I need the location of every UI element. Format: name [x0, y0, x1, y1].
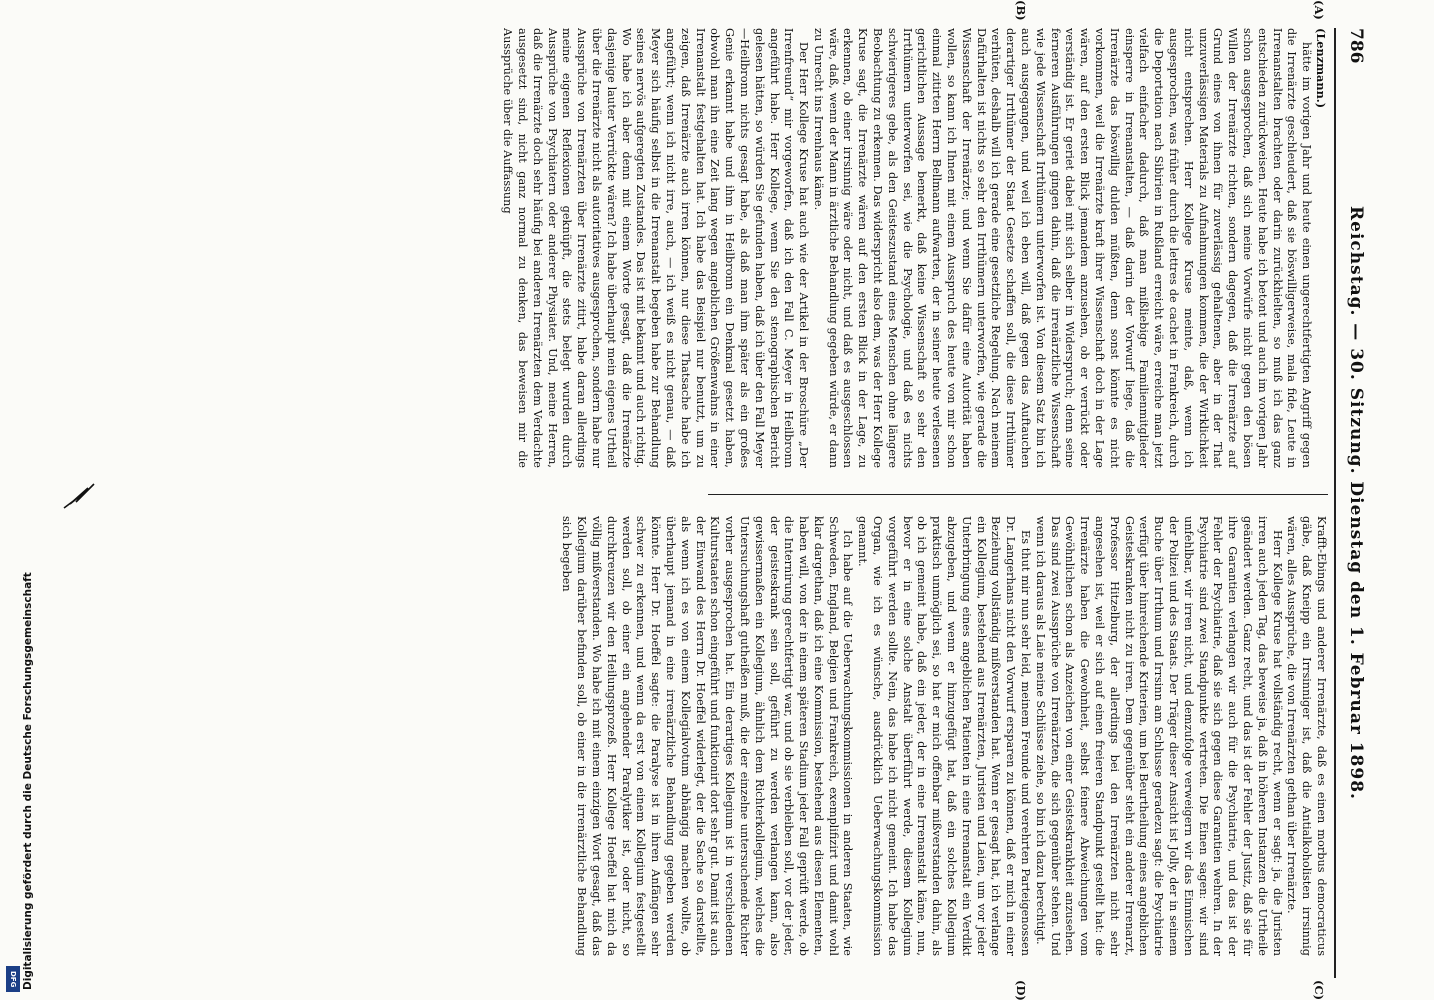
page-title: Reichstag. — 30. Sitzung. Dienstag den 1. Februar 1898. — [1346, 206, 1366, 800]
margin-mark-a: (A) — [1312, 0, 1326, 20]
digitization-footer — [2, 0, 34, 1000]
rotated-page-content — [60, 0, 1370, 1001]
paragraph: Herr Kollege Kruse hat vollständig recht, wenn er sagt: ja, die Juristen irren auch jeden Tag, das beweise ja, daß in höheren Instanzen die Urtheile geändert werden. Ganz recht, und das ist der Fehler der Justiz, daß sie für ihre Garantien verlangen wir auch für die Psychiatrie, und das ist der Fehler der Psychiatrie, daß sie sich gegen diese Garantien wehren. In der Psychiatrie sind zwei Standpunkte vertreten. Die Einen sagen: wir sind unfehlbar, wir irren nicht, und demzufolge verweigern wir das Einmischen der Polizei und des Staats. Der Träger dieser Ansicht ist Jolly, der in seinem Buche über Irrthum und Irrsinn am Schlusse geradezu sagt: die Psychiatrie verfügt über hinreichende Kriterien, um bei Beurtheilung eines angeblichen Geisteskranken nicht zu irren. Dem gegenüber steht ein anderer Irrenarzt, Professor Hitzelburg, der allerdings bei den Irrenärzten nicht sehr angesehen ist, weil er sich auf einen freieren Standpunkt gestellt hat: die Irrenärzte haben die Gewohnheit, selbst feinere Abweichungen vom Gewöhnlichen schon als Anzeichen von einer Geisteskrankheit anzusehen. Das sind zwei Aussprüche von Irrenärzten, die sich gegenüber stehen. Und wenn ich daraus als Laie meine Schlüsse ziehe, so bin ich dazu berechtigt. — [1033, 516, 1284, 956]
page-number: 786 — [1346, 28, 1366, 64]
column-divider — [708, 494, 1328, 495]
digitization-note: Digitalisierung gefördert durch die Deutsche Forschungsgemeinschaft — [22, 572, 34, 990]
margin-mark-c: (C) — [1312, 980, 1326, 1001]
paragraph: Ich habe auf die Ueberwachungskommissionen in anderen Staaten, wie Schweden, England, Belgien und Frankreich, exemplifizirt und damit wohl klar dargethan, daß ich eine Kommission, bestehend aus diesen Elementen, haben will, von der in einem späteren Stadium jeder Fall geprüft werde, ob die Internirung gerechtfertigt war, und ob sie verbleiben soll, vor der jeder, der geisteskrank sein soll, geführt zu werden verlangen kann, also gewissermaßen ein Kollegium, ähnlich dem Richterkollegium, welches die Untersuchungshaft gutheißen muß, die der einzelne untersuchende Richter vorher ausgesprochen hat. Ein derartiges Kollegium ist in verschiedenen Kulturstaaten schon eingeführt und funktionirt dort sehr gut. Damit ist auch der Einwand des Herrn Dr. Hoeffel widerlegt, der die Sache so darstellte, als wenn ich es von einem Kollegialvotum abhängig machen wollte, ob überhaupt jemand in eine irrenärztliche Behandlung gegeben werden könnte. Herr Dr. Hoeffel sagte: die Paralyse ist in ihren Anfängen sehr schwer zu erkennen, und wenn da erst von einem Kollegium festgestellt werden soll, ob einer ein angehender Paralytiker ist, oder nicht, so durchkreuzen wir den Heilungsprozeß. Herr Kollege Hoeffel hat mich da völlig mißverstanden. Wo habe ich mit einem einzigen Wort gesagt, daß das Kollegium darüber befinden soll, ob einer in die irrenärztliche Behandlung sich begeben — [560, 516, 855, 956]
paragraph: Krafft-Ebings und anderer Irrenärzte, daß es einen morbus democraticus gäbe, daß Kneipp ein Irrsinniger ist, daß die Antialkoholisten irrsinnig wären, alles Aussprüche, die von Irrenärzten gethan über Irrenärzte. — [1285, 516, 1328, 956]
margin-mark-d: (D) — [1014, 980, 1028, 1001]
paragraph: hätte im vorigen Jahr und heute einen ungerechtfertigten Angriff gegen die Irrenärzte geschleudert, daß sie böswilligerweise, mala fide, Leute in Irrenanstalten brachten oder darin zurückhielten, so muß ich das ganz entschieden zurückweisen. Heute habe ich betont und auch im vorigen Jahr schon ausgesprochen, daß sich meine Vorwürfe nicht gegen den bösen Willen der Irrenärzte richten, sondern dagegen, daß die Irrenärzte auf Grund eines von ihnen für zuverlässig gehaltenen, aber in der That unzuverlässigen Materials zu Aufnahmungen kommen, die der Wirklichkeit nicht entsprechen. Herr Kollege Kruse meinte, daß, wenn ich ausgesprochen, was früher durch die lettres de cachet in Frankreich, durch die Deportation nach Sibirien in Rußland erreicht wäre, erreiche man jetzt vielfach einfacher dadurch, daß man mißliebige Familienmitglieder einsperre in Irrenanstalten, — daß darin der Vorwurf liege, daß die Irrenärzte das böswillig dulden müßten, denn sonst könnte es nicht vorkommen, weil die Irrenärzte kraft ihrer Wissenschaft doch in der Lage wären, auf den ersten Blick jemandem anzusehen, ob er verrückt oder verständig ist. Er geriet dabei mit sich selber in Widerspruch; denn seine ferneren Ausführungen gingen dahin, daß die irrenärztliche Wissenschaft wie jede Wissenschaft Irrthümern unterworfen ist. Von diesem Satz bin ich auch ausgegangen, und weil ich eben will, daß gegen das Auftauchen derartiger Irrthümer der Staat Gesetze schaffen soll, die diese Irrthümer verhüten, deshalb will ich gerade eine gesetzliche Regelung. Nach meinem Dafürhalten ist nichts so sehr den Irrthümern unterworfen, wie gerade die Wissenschaft der Irrenärzte; und wenn Sie dafür eine Autorität haben wollen, so kann ich Ihnen mit einem Ausspruch des heute von mir schon einmal zitirten Herrn Bellmann aufwarten, der in seiner heute verlesenen gerichtlichen Aussage bemerkt, daß keine Wissenschaft so sehr den Irrthümern unterworfen sei, wie die Psychologie, und daß es nichts schwierigeres gebe, als den Geisteszustand eines Menschen ohne längere Beobachtung zu erkennen. Das widerspricht also dem, was der Herr Kollege Kruse sagt, die Irrenärzte wären auf den ersten Blick in der Lage, zu erkennen, ob einer irrsinnig wäre oder nicht, und daß es ausgeschlossen wäre, daß, wenn der Mann in ärztliche Behandlung gegeben würde, er dann zu Unrecht ins Irrenhaus käme. — [811, 28, 1314, 468]
header-rule — [1334, 28, 1336, 978]
paragraph: Es thut mir nun sehr leid, meinem Freunde und verehrten Parteigenossen Dr. Langerhans nicht den Vorwurf ersparen zu können, daß er mich in einer Beziehung vollständig mißverstanden hat. Wenn er gesagt hat, ich verlange ein Kollegium, bestehend aus Irrenärzten, Juristen und Laien, um vor jeder Unterbringung eines angeblichen Patienten in eine Irrenanstalt ein Verdikt abzugeben, und wenn er hinzugefügt hat, daß ein solches Kollegium praktisch unmöglich sei, so hat er mich offenbar mißverstanden dahin, als ob ich gemeint habe, daß ein jeder, der in eine Irrenanstalt käme, nun, bevor er in eine solche Anstalt überführt werde, diesem Kollegium vorgeführt werden sollte. Nein, das habe ich nicht gemeint. Ich habe das Organ, wie ich es wünsche, ausdrücklich Ueberwachungskommission genannt. — [856, 516, 1033, 956]
text-column-right — [560, 516, 1328, 956]
text-column-left — [501, 28, 1328, 468]
paragraph: Der Herr Kollege Kruse hat auch wie der Artikel in der Broschüre „Der Irrenfreund“ mir vorgeworfen, daß ich den Fall C. Meyer in Heilbronn angeführt habe. Herr Kollege, wenn Sie den stenographischen Bericht gelesen hätten, so würden Sie gefunden haben, daß ich über den Fall Meyer—Heilbronn nichts gesagt habe, als daß man ihm später als ein großes Genie erkannt habe und ihm in Heilbronn ein Denkmal gesetzt haben, obwohl man ihn eine Zeit lang wegen angeblichen Größenwahns in einer Irrenanstalt festgehalten hat. Ich habe das Beispiel nur benutzt, um zu zeigen, daß Irrenärzte auch irren können, nur diese Thatsache habe ich angeführt; wenn ich nicht irre, auch, — ich weiß es nicht genau, — daß Meyer sich häufig selbst in die Irrenanstalt begeben habe zur Behandlung seines nervös aufgeregten Zustandes. Das ist mit bekannt und auch richtig. Wo habe ich aber denn mit einem Worte gesagt, daß die Irrenärzte dasjenige lauter Verrückte wären? Ich habe überhaupt mein eigenes Urtheil über die Irrenärzte nicht als autoritatives ausgesprochen, sondern habe nur Aussprüche von Irrenärzten über Irrenärzte zitirt, habe daran allerdings meine eigenen Reflexionen geknüpft, die stets belegt wurden durch Aussprüche von Psychiatern oder anderer Physiater. Und, meine Herren, daß die Irrenärzte doch sehr häufig bei anderen Irrenärzten dem Verdachte ausgesetzt sind, nicht ganz normal zu denken, das beweisen mir die Aussprüche über die Auffassung — [501, 28, 811, 468]
dfg-logo: DFG — [6, 966, 20, 992]
page-header — [1342, 28, 1370, 978]
margin-mark-b: (B) — [1014, 0, 1028, 21]
speaker-label: (Lenzmann.) — [1314, 28, 1328, 109]
